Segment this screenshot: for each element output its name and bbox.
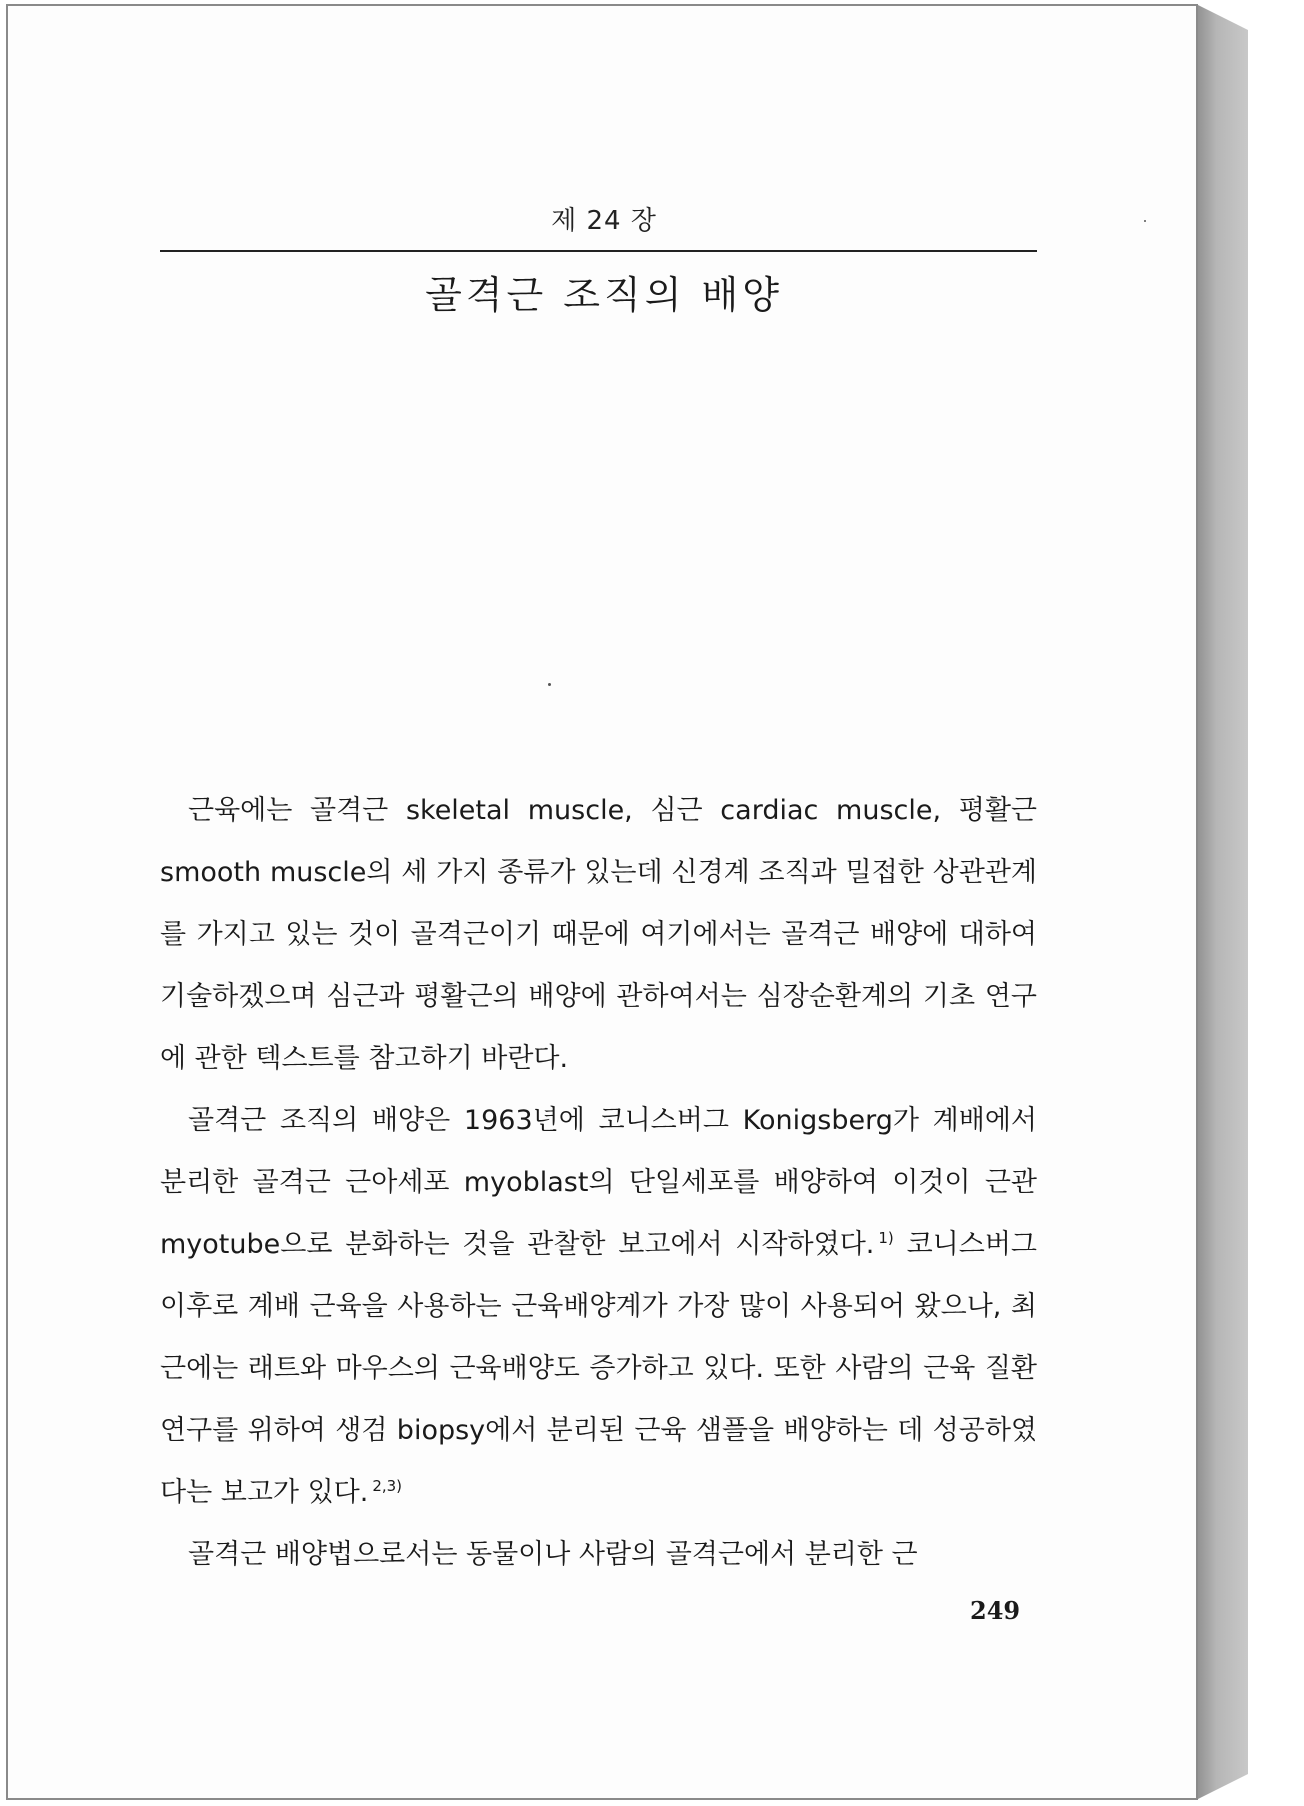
footnote-marker: 2,3) xyxy=(372,1477,403,1495)
paragraph xyxy=(160,780,1037,1090)
paragraph-text: 근육에는 골격근 skeletal muscle, 심근 cardiac muscle, 평활근 smooth muscle의 세 가지 종류가 있는데 신경계 조직과 밀접한 상관관계를 가지고 있는 것이 골격근이기 때문에 여기에서는 골격근 배양에 대하여 기술하겠으며 심근과 평활근의 배양에 관하여서는 심장순환계의 기초 연구에 관한 텍스트를 참고하기 바란다. xyxy=(160,795,1037,1074)
page-number: 249 xyxy=(970,1596,1021,1625)
paragraph-text: 코니스버그 이후로 계배 근육을 사용하는 근육배양계가 가장 많이 사용되어 왔으나, 최근에는 래트와 마우스의 근육배양도 증가하고 있다. 또한 사람의 근육 질환 연구를 위하여 생검 biopsy에서 분리된 근육 샘플을 배양하는 데 성공하였다는 보고가 있다. xyxy=(160,1229,1037,1508)
book-spine xyxy=(1196,4,1248,1800)
paragraph-text: 골격근 배양법으로서는 동물이나 사람의 골격근에서 분리한 근 xyxy=(188,1539,918,1570)
page xyxy=(6,4,1198,1800)
chapter-label: 제 24 장 xyxy=(551,206,657,236)
scan-speck xyxy=(548,683,551,686)
paragraph xyxy=(160,1524,1037,1586)
paragraph xyxy=(160,1090,1037,1524)
chapter-rule xyxy=(160,250,1037,252)
footnote-marker: 1) xyxy=(878,1229,894,1247)
paragraph-text: 골격근 조직의 배양은 1963년에 코니스버그 Konigsberg가 계배에서 분리한 골격근 근아세포 myoblast의 단일세포를 배양하여 이것이 근관 myotube으로 분화하는 것을 관찰한 보고에서 시작하였다. xyxy=(160,1105,1037,1260)
scan-speck xyxy=(1144,220,1146,222)
body-text xyxy=(160,780,1037,1586)
chapter-title: 골격근 조직의 배양 xyxy=(425,273,783,317)
